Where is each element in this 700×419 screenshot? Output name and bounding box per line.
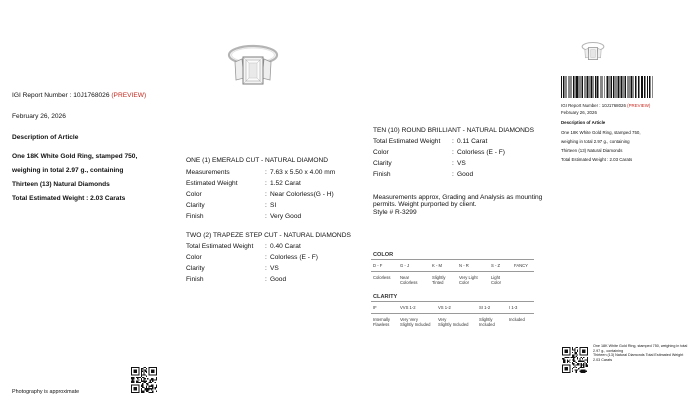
clarity-grade: VVS 1-2 [400, 305, 416, 310]
row-label: Color [186, 191, 202, 198]
color-description: Near [400, 275, 410, 280]
barcode [561, 76, 653, 98]
description-line: One 18K White Gold Ring, stamped 750, [12, 153, 138, 160]
report-number-value: 10J1768026 [73, 92, 110, 99]
row-value: 0.40 Carat [270, 243, 301, 250]
summary-line: Thirteen (13) Natural Diamonds [561, 148, 623, 153]
row-value: Very Good [270, 213, 302, 220]
clarity-grade: SI 1-2 [479, 305, 491, 310]
color-scale-title: COLOR [373, 252, 394, 258]
row-value: VS [270, 265, 279, 272]
summary-report-label: IGI Report Number : 10J1768026 [561, 103, 626, 108]
emerald-heading: ONE (1) EMERALD CUT - NATURAL DIAMOND [186, 157, 329, 164]
ring-thumbnail [579, 40, 607, 64]
row-separator: : [452, 160, 454, 167]
preview-tag: (PREVIEW) [111, 92, 147, 99]
color-description: Colorless [373, 275, 391, 280]
row-value: Near Colorless(G - H) [270, 191, 334, 198]
report-date: February 26, 2026 [12, 113, 66, 120]
row-label: Finish [186, 276, 204, 283]
color-description: Colorless [400, 280, 418, 285]
clarity-description: Included [509, 317, 525, 322]
clarity-description: Included [479, 322, 495, 327]
row-value: Colorless (E - F) [270, 254, 318, 261]
row-separator: : [265, 243, 267, 250]
clarity-scale-title: CLARITY [373, 294, 398, 300]
clarity-description: Internally [373, 317, 390, 322]
color-description: Tinted [432, 280, 444, 285]
row-label: Measurements [186, 169, 230, 176]
row-separator: : [265, 202, 267, 209]
clarity-grade: VS 1-2 [438, 305, 451, 310]
stub-line: 2.97 g., containing [593, 348, 624, 353]
round-heading: TEN (10) ROUND BRILLIANT - NATURAL DIAMONDS [373, 127, 535, 134]
row-label: Clarity [373, 160, 392, 167]
row-value: Good [457, 171, 474, 178]
summary-date: February 26, 2026 [561, 110, 597, 115]
summary-heading: Description of Article [561, 120, 606, 125]
report-number-label: IGI Report Number : [12, 92, 74, 99]
clarity-description: Slightly Included [400, 322, 431, 327]
color-description: Slightly [432, 275, 446, 280]
row-value: 0.11 Carat [457, 138, 488, 145]
row-separator: : [265, 169, 267, 176]
color-description: Color [491, 280, 502, 285]
clarity-description: Slightly Included [438, 322, 469, 327]
color-grade: K - M [432, 263, 443, 268]
row-separator: : [452, 138, 454, 145]
total-weight-line: Total Estimated Weight : 2.03 Carats [12, 195, 126, 202]
row-separator: : [452, 171, 454, 178]
comments-line: Measurements approx, Grading and Analysis as mounting [373, 194, 543, 201]
row-separator: : [265, 213, 267, 220]
row-label: Finish [373, 171, 391, 178]
qr-code [131, 367, 157, 393]
color-description: Color [459, 280, 470, 285]
row-label: Clarity [186, 202, 205, 209]
clarity-scale-rule [371, 313, 534, 314]
row-separator: : [265, 265, 267, 272]
color-scale-rule [371, 271, 534, 272]
row-value: 1.52 Carat [270, 180, 301, 187]
row-label: Finish [186, 213, 204, 220]
color-grade: S - Z [491, 263, 501, 268]
clarity-description: Very Very [400, 317, 418, 322]
style-number: Style # R-3299 [373, 209, 417, 216]
color-description: Very Light [459, 275, 478, 280]
row-label: Total Estimated Weight [373, 138, 441, 145]
color-grade: FANCY [514, 263, 528, 268]
clarity-scale-rule [371, 301, 534, 302]
description-line: weighing in total 2.97 g., containing [12, 167, 124, 174]
summary-preview-tag: (PREVIEW) [627, 103, 651, 108]
clarity-description: Flawless [373, 322, 390, 327]
summary-line: weighing in total 2.97 g., containing [561, 139, 630, 144]
ring-photo [222, 42, 284, 92]
description-heading: Description of Article [12, 134, 79, 141]
trapeze-heading: TWO (2) TRAPEZE STEP CUT - NATURAL DIAMONDS [186, 232, 351, 239]
stub-line: One 18K White Gold Ring, stamped 750, weighing in total [593, 344, 688, 348]
color-grade: G - J [400, 263, 410, 268]
row-label: Clarity [186, 265, 205, 272]
row-label: Color [373, 149, 389, 156]
description-line: Thirteen (13) Natural Diamonds [12, 181, 110, 188]
row-label: Estimated Weight [186, 180, 238, 187]
clarity-grade: I 1-3 [509, 305, 518, 310]
row-value: VS [457, 160, 466, 167]
row-label: Color [186, 254, 202, 261]
row-separator: : [265, 276, 267, 283]
color-grade: D - F [373, 263, 383, 268]
row-separator: : [265, 254, 267, 261]
summary-line: One 18K White Gold Ring, stamped 750, [561, 130, 641, 135]
summary-report-number [561, 103, 650, 109]
row-separator: : [265, 191, 267, 198]
stub-line: Thirteen (13) Natural Diamonds Total Estimated Weight [593, 353, 684, 358]
stub-line: 2.03 Carats [593, 357, 613, 362]
color-grade: N - R [459, 263, 469, 268]
clarity-description: Very [438, 317, 447, 322]
summary-line: Total Estimated Weight : 2.03 Carats [561, 157, 633, 162]
row-value: SI [270, 202, 277, 209]
qr-code-stub [562, 347, 588, 373]
stub-text [593, 344, 687, 362]
color-scale-rule [371, 259, 534, 260]
row-separator: : [265, 180, 267, 187]
clarity-grade: IF [373, 305, 377, 310]
row-separator: : [452, 149, 454, 156]
row-value: 7.63 x 5.50 x 4.00 mm [270, 169, 336, 176]
row-value: Good [270, 276, 287, 283]
color-description: Light [491, 275, 501, 280]
report-number [12, 92, 146, 100]
clarity-description: Slightly [479, 317, 493, 322]
row-label: Total Estimated Weight [186, 243, 254, 250]
photo-note: Photography is approximate [12, 389, 80, 395]
comments-line: permits. Weight purported by client. [373, 201, 477, 208]
row-value: Colorless (E - F) [457, 149, 505, 156]
